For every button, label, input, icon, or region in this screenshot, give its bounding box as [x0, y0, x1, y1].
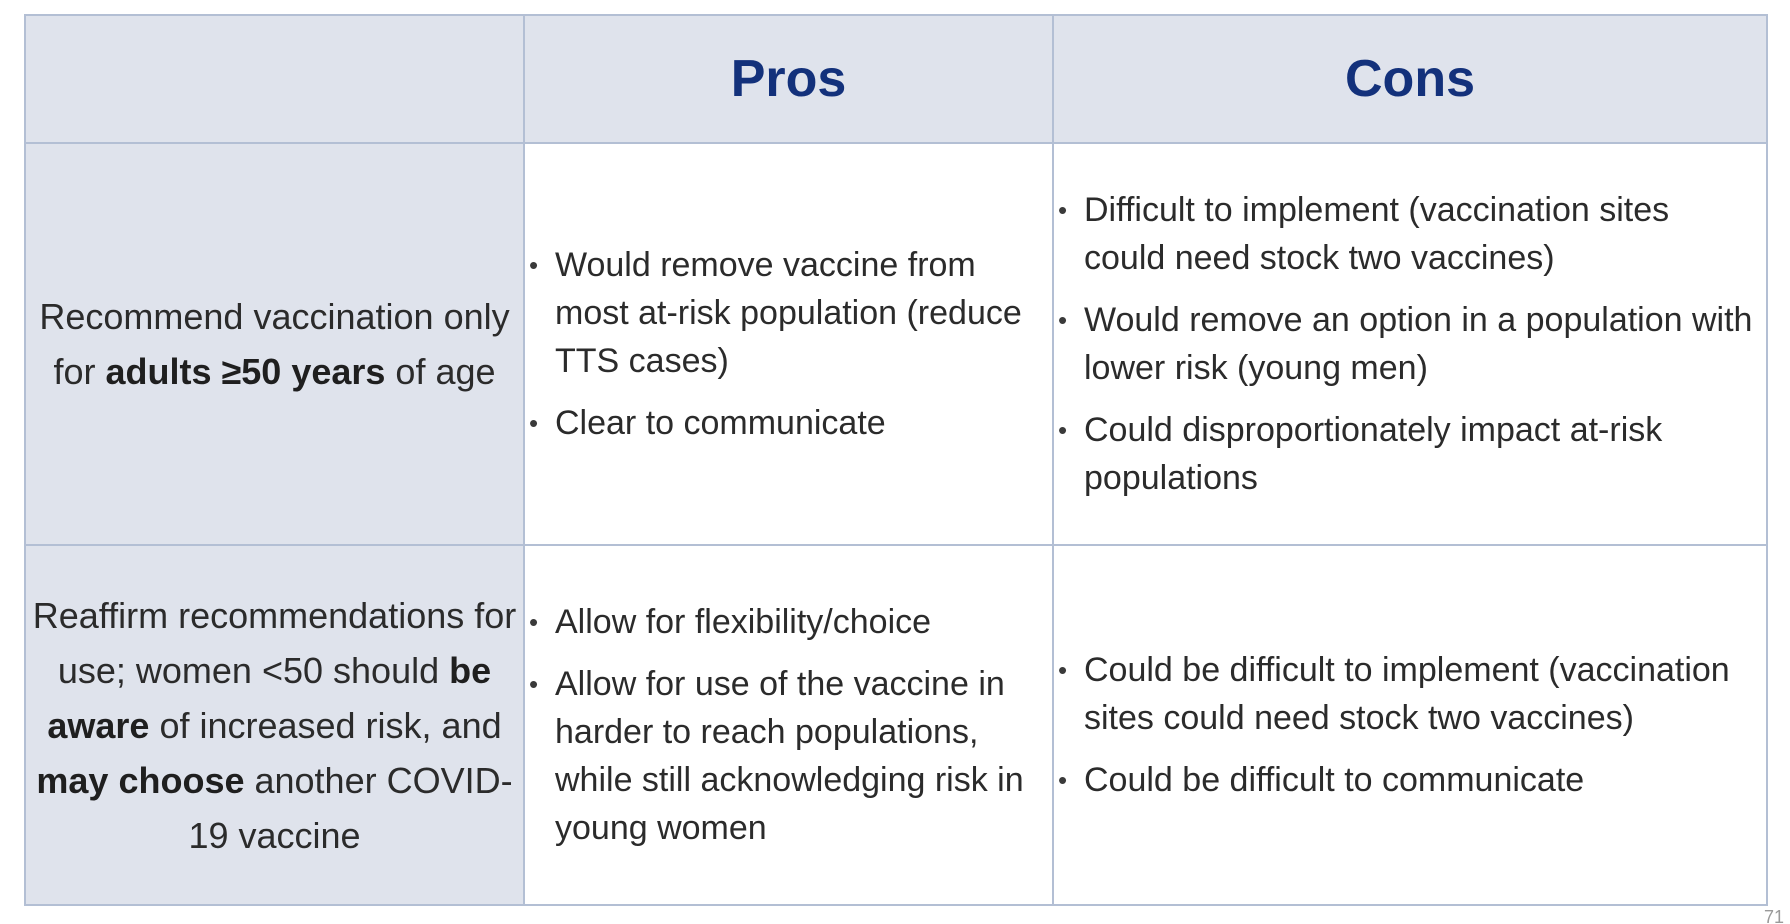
list-item: • Could be difficult to implement (vaccination sites could need stock two vaccines)	[1054, 646, 1758, 742]
cons-cell	[1053, 143, 1767, 545]
pros-header: Pros	[524, 15, 1053, 143]
bullet-icon: •	[1058, 655, 1068, 685]
bullet-icon: •	[529, 250, 539, 280]
list-item: • Difficult to implement (vaccination sites could need stock two vaccines)	[1054, 186, 1758, 282]
pros-cell	[524, 143, 1053, 545]
list-item: • Could be difficult to communicate	[1054, 756, 1758, 804]
page-number: 71	[1763, 907, 1784, 924]
list-item: • Would remove an option in a population with lower risk (young men)	[1054, 296, 1758, 392]
bullet-icon: •	[1058, 195, 1068, 225]
option-cell: Recommend vaccination only for adults ≥50 years of age	[25, 143, 524, 545]
cons-list	[1054, 646, 1766, 804]
list-item: • Clear to communicate	[525, 399, 1044, 447]
list-item: • Allow for use of the vaccine in harder to reach populations, while still acknowledging risk in young women	[525, 660, 1044, 852]
pros-cell	[524, 545, 1053, 905]
table-row	[25, 143, 1767, 545]
pros-list	[525, 598, 1052, 852]
table-row	[25, 545, 1767, 905]
header-row	[25, 15, 1767, 143]
bullet-icon: •	[1058, 305, 1068, 335]
bullet-icon: •	[1058, 415, 1068, 445]
option-cell: Reaffirm recommendations for use; women <50 should be aware of increased risk, and may choose another COVID-19 vaccine	[25, 545, 524, 905]
bullet-icon: •	[529, 408, 539, 438]
bullet-icon: •	[529, 669, 539, 699]
cons-header: Cons	[1053, 15, 1767, 143]
cons-list	[1054, 186, 1766, 502]
pros-cons-table	[24, 14, 1768, 906]
list-item: • Could disproportionately impact at-risk populations	[1054, 406, 1758, 502]
corner-cell	[25, 15, 524, 143]
bullet-icon: •	[1058, 765, 1068, 795]
bullet-icon: •	[529, 607, 539, 637]
list-item: • Allow for flexibility/choice	[525, 598, 1044, 646]
list-item: • Would remove vaccine from most at-risk population (reduce TTS cases)	[525, 241, 1044, 385]
pros-list	[525, 241, 1052, 447]
cons-cell	[1053, 545, 1767, 905]
